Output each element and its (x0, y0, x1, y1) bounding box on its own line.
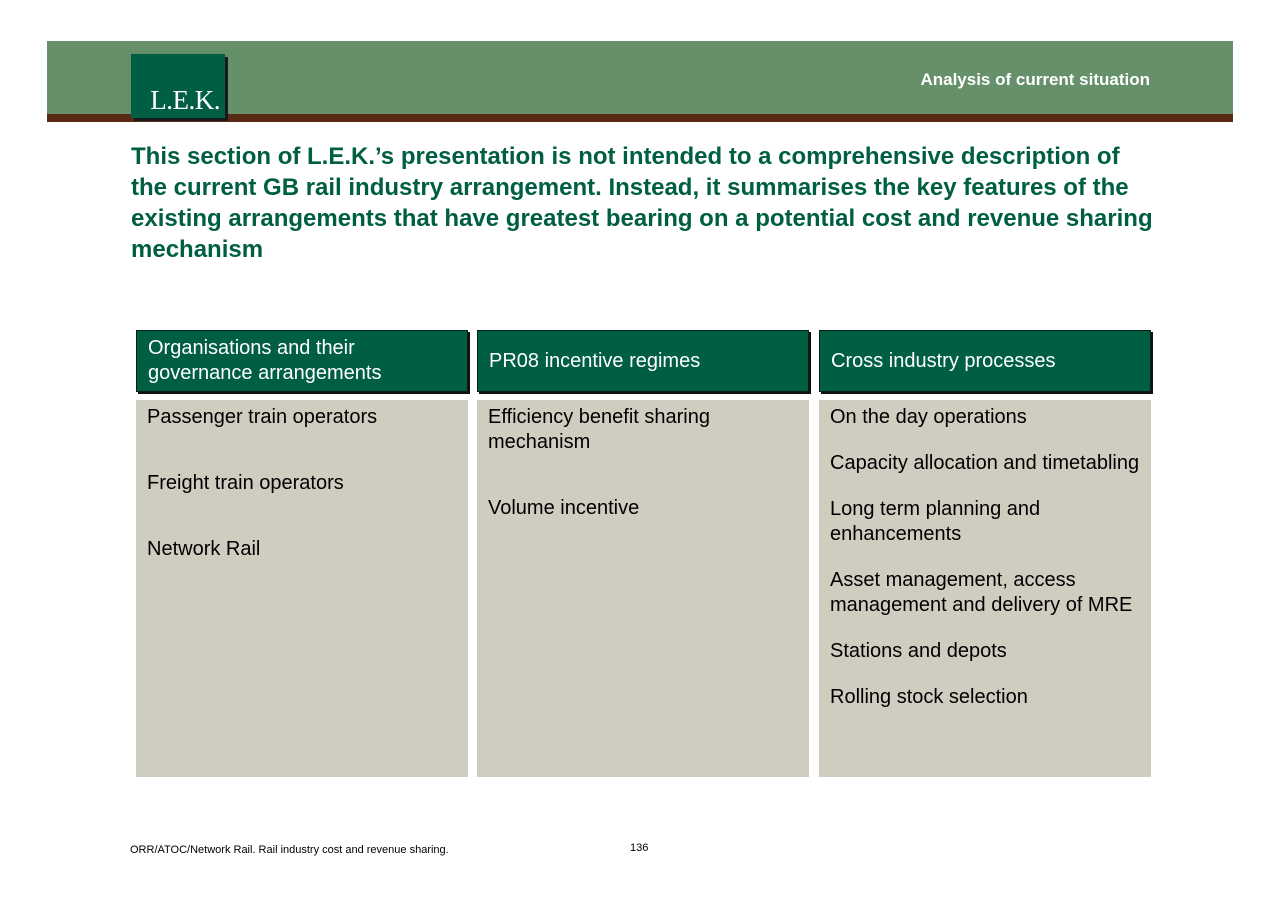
section-label: Analysis of current situation (920, 70, 1150, 89)
lek-logo (131, 54, 225, 118)
list-item: Stations and depots (830, 640, 1007, 662)
logo-text: L.E.K. (150, 85, 220, 115)
column-heading-label: Cross industry processes (831, 349, 1056, 372)
intro-statement: This section of L.E.K.’s presentation is not intended to a comprehensive description of the current GB rail industry arrangement. Instead, it summarises the key features of the existing arrangements that have greatest bearing on a potential cost and revenue sharing mechanism (131, 143, 1153, 263)
list-item: On the day operations (830, 406, 1027, 428)
list-item: Freight train operators (147, 472, 344, 494)
list-item: Asset management, access management and delivery of MRE (830, 569, 1133, 616)
column-body-cross-industry (819, 400, 1151, 777)
column-heading-organisations (136, 330, 468, 392)
column-heading-label: PR08 incentive regimes (489, 349, 701, 372)
column-heading-label: Organisations and their governance arrangements (148, 337, 382, 384)
footer-source: ORR/ATOC/Network Rail. Rail industry cost and revenue sharing. (130, 844, 449, 856)
page-number: 136 (630, 842, 649, 854)
list-item: Long term planning and enhancements (830, 498, 1041, 545)
column-heading-cross-industry (819, 330, 1151, 392)
list-item: Capacity allocation and timetabling (830, 452, 1140, 474)
list-item: Efficiency benefit sharing mechanism (488, 406, 710, 453)
list-item: Network Rail (147, 538, 261, 560)
list-item: Rolling stock selection (830, 686, 1028, 708)
list-item: Volume incentive (488, 497, 640, 519)
column-heading-incentive-regimes (477, 330, 809, 392)
list-item: Passenger train operators (147, 406, 378, 428)
column-body-organisations (136, 400, 468, 777)
column-body-incentive-regimes (477, 400, 809, 777)
